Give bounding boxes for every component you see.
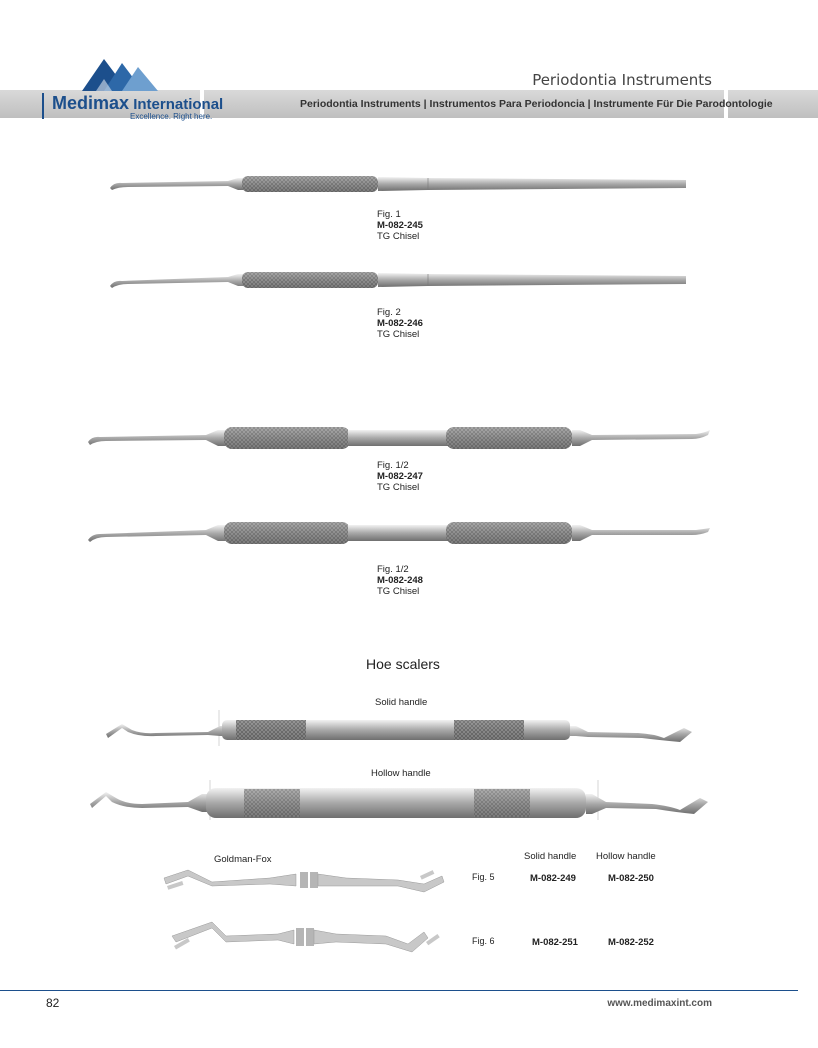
footer-divider <box>0 990 798 991</box>
figure-label: Fig. 1/2 M-082-247 TG Chisel <box>377 460 423 493</box>
website-link[interactable]: www.medimaxint.com <box>607 998 712 1009</box>
section-title: Hoe scalers <box>366 656 440 672</box>
table-cell-code: M-082-250 <box>608 873 654 884</box>
figure-label: Fig. 2 M-082-246 TG Chisel <box>377 307 423 340</box>
hollow-handle-caption: Hollow handle <box>371 768 431 779</box>
logo-bar <box>42 93 44 119</box>
goldman-fox-fig5-diagram <box>160 862 448 902</box>
table-row-fig: Fig. 6 <box>472 936 495 946</box>
diagram-label: Goldman-Fox <box>214 854 272 865</box>
figure-label: Fig. 1/2 M-082-248 TG Chisel <box>377 564 423 597</box>
mountain-logo-icon <box>82 55 158 91</box>
brand-tagline: Excellence. Right here. <box>130 112 213 121</box>
page-subtitle: Periodontia Instruments | Instrumentos Para Periodoncia | Instrumente Für Die Parodontologie <box>300 98 773 110</box>
figure-label: Fig. 1 M-082-245 TG Chisel <box>377 209 423 242</box>
brand-logo <box>42 55 224 121</box>
table-cell-code: M-082-249 <box>530 873 576 884</box>
column-header-hollow: Hollow handle <box>596 851 656 862</box>
table-cell-code: M-082-251 <box>532 937 578 948</box>
chisel-instrument-image <box>108 268 690 292</box>
page-title: Periodontia Instruments <box>532 71 712 89</box>
chisel-instrument-image <box>108 172 690 196</box>
brand-name: Medimax International <box>52 93 224 113</box>
double-chisel-instrument-image <box>86 518 712 548</box>
goldman-fox-fig6-diagram <box>168 916 444 960</box>
column-header-solid: Solid handle <box>524 851 577 862</box>
double-chisel-instrument-image <box>86 424 712 452</box>
hollow-handle-scaler-image <box>84 776 714 822</box>
solid-handle-caption: Solid handle <box>375 697 428 708</box>
table-row-fig: Fig. 5 <box>472 872 495 882</box>
solid-handle-scaler-image <box>98 708 702 748</box>
table-cell-code: M-082-252 <box>608 937 654 948</box>
page-number: 82 <box>46 996 60 1010</box>
